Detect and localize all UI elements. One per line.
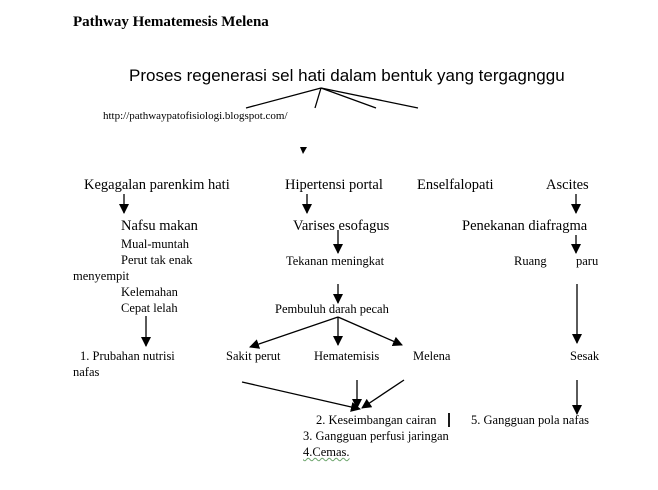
- node-melena: Melena: [413, 349, 451, 363]
- root-line-2: [315, 88, 321, 108]
- root-node: Proses regenerasi sel hati dalam bentuk yang tergagnggu: [129, 66, 565, 85]
- node-hipertensi-portal: Hipertensi portal: [285, 177, 383, 193]
- symptom-cepat-lelah: Cepat lelah: [121, 301, 178, 315]
- diagnosis-gangguan-perfusi-jaringan: 3. Gangguan perfusi jaringan: [303, 429, 449, 443]
- stray-arrowhead: [300, 147, 307, 154]
- arrow-from-sakit-perut: [242, 382, 360, 409]
- diagnosis-gangguan-pola-nafas: 5. Gangguan pola nafas: [471, 413, 590, 427]
- arrow-melena: [338, 317, 402, 345]
- source-url: http://pathwaypatofisiologi.blogspot.com/: [103, 110, 288, 122]
- node-kegagalan-parenkim-hati: Kegagalan parenkim hati: [84, 177, 230, 193]
- symptom-menyempit: menyempit: [73, 269, 130, 283]
- node-pembuluh-darah-pecah: Pembuluh darah pecah: [275, 302, 389, 316]
- arrow-sakit-perut: [250, 317, 338, 347]
- document-title: Pathway Hematemesis Melena: [73, 14, 269, 30]
- node-penekanan-diafragma: Penekanan diafragma: [462, 218, 588, 234]
- node-ruang: Ruang: [514, 254, 547, 268]
- root-line-1: [246, 88, 321, 108]
- symptom-kelemahan: Kelemahan: [121, 285, 178, 299]
- diagnosis-nafas: nafas: [73, 365, 100, 379]
- diagnosis-cemas: 4.Cemas.: [303, 445, 350, 459]
- node-tekanan-meningkat: Tekanan meningkat: [286, 254, 385, 268]
- diagnosis-keseimbangan-cairan: 2. Keseimbangan cairan: [316, 413, 437, 427]
- node-paru: paru: [576, 254, 599, 268]
- node-nafsu-makan: Nafsu makan: [121, 218, 198, 234]
- symptom-mual-muntah: Mual-muntah: [121, 237, 190, 251]
- arrow-from-melena: [362, 380, 404, 408]
- node-hematemisis: Hematemisis: [314, 349, 380, 363]
- node-enselfalopati: Enselfalopati: [417, 177, 494, 193]
- node-varises-esofagus: Varises esofagus: [293, 218, 390, 234]
- diagnosis-prubahan-nutrisi: 1. Prubahan nutrisi: [80, 349, 175, 363]
- node-ascites: Ascites: [546, 177, 589, 193]
- node-sesak: Sesak: [570, 349, 600, 363]
- node-sakit-perut: Sakit perut: [226, 349, 281, 363]
- symptom-perut-tak-enak: Perut tak enak: [121, 253, 193, 267]
